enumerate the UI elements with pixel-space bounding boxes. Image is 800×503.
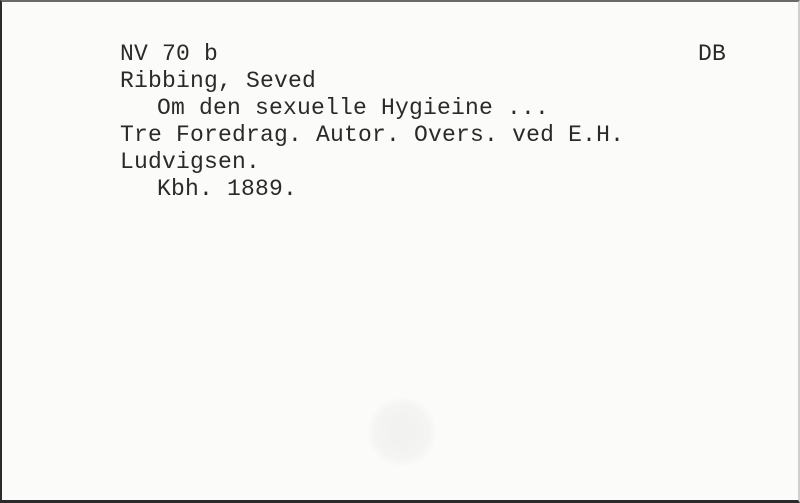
subtitle-line-2: Ludvigsen. [120, 149, 261, 175]
subtitle-line-1: Tre Foredrag. Autor. Overs. ved E.H. [120, 122, 625, 148]
location-code: DB [698, 41, 727, 67]
imprint: Kbh. 1889. [157, 176, 298, 202]
title: Om den sexuelle Hygieine ... [157, 95, 550, 121]
call-number: NV 70 b [120, 41, 219, 67]
author-heading: Ribbing, Seved [120, 68, 317, 94]
paper-smudge [368, 398, 436, 466]
